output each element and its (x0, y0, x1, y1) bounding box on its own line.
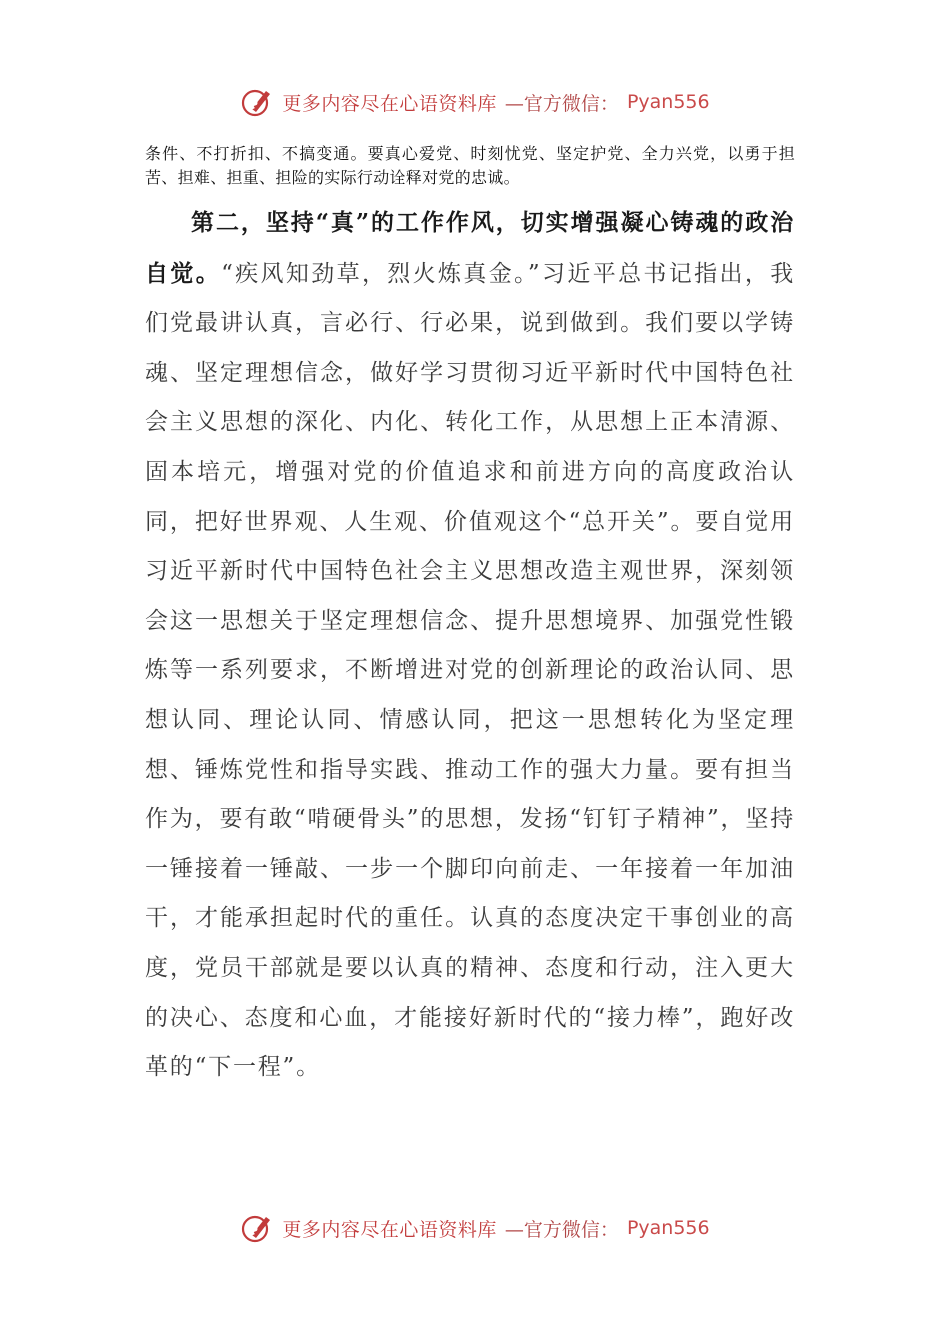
section-body: “疾风知劲草，烈火炼真金。”习近平总书记指出，我们党最讲认真，言必行、行必果，说到做到。我们要以学铸魂、坚定理想信念，做好学习贯彻习近平新时代中国特色社会主义思想的深化、内化、转化工作，从思想上正本清源、固本培元，增强对党的价值追求和前进方向的高度政治认同，把好世界观、人生观、价值观这个“总开关”。要自觉用习近平新时代中国特色社会主义思想改造主观世界，深刻领会这一思想关于坚定理想信念、提升思想境界、加强党性锻炼等一系列要求，不断增进对党的创新理论的政治认同、思想认同、理论认同、情感认同，把这一思想转化为坚定理想、锤炼党性和指导实践、推动工作的强大力量。要有担当作为，要有敢“啃硬骨头”的思想，发扬“钉钉子精神”，坚持一锤接着一锤敲、一步一个脚印向前走、一年接着一年加油干，才能承担起时代的重任。认真的态度决定干事创业的高度，党员干部就是要以认真的精神、态度和行动，注入更大的决心、态度和心血，才能接好新时代的“接力棒”，跑好改革的“下一程”。 (145, 260, 795, 1081)
section-heading: 第二，坚持“真”的工作作风，切实增强凝心铸魂的政治自觉。 (145, 209, 795, 287)
pen-nib-circle-icon (240, 1211, 274, 1245)
banner-wechat-id: Pyan556 (626, 1217, 710, 1239)
banner-title: 更多内容尽在心语资料库 (282, 1218, 497, 1241)
banner-title: 更多内容尽在心语资料库 (282, 92, 497, 115)
pen-nib-circle-icon (240, 85, 274, 119)
banner-wechat-id: Pyan556 (626, 91, 710, 113)
footer-watermark-banner (0, 1208, 950, 1248)
section-paragraph (145, 198, 795, 1093)
document-body (145, 142, 795, 1093)
intro-paragraph: 条件、不打折扣、不搞变通。要真心爱党、时刻忧党、坚定护党、全力兴党，以勇于担苦、担难、担重、担险的实际行动诠释对党的忠诚。 (145, 144, 795, 187)
banner-wechat-label: —官方微信： (504, 1218, 619, 1241)
header-watermark-banner (0, 82, 950, 122)
banner-wechat-label: —官方微信： (504, 92, 619, 115)
